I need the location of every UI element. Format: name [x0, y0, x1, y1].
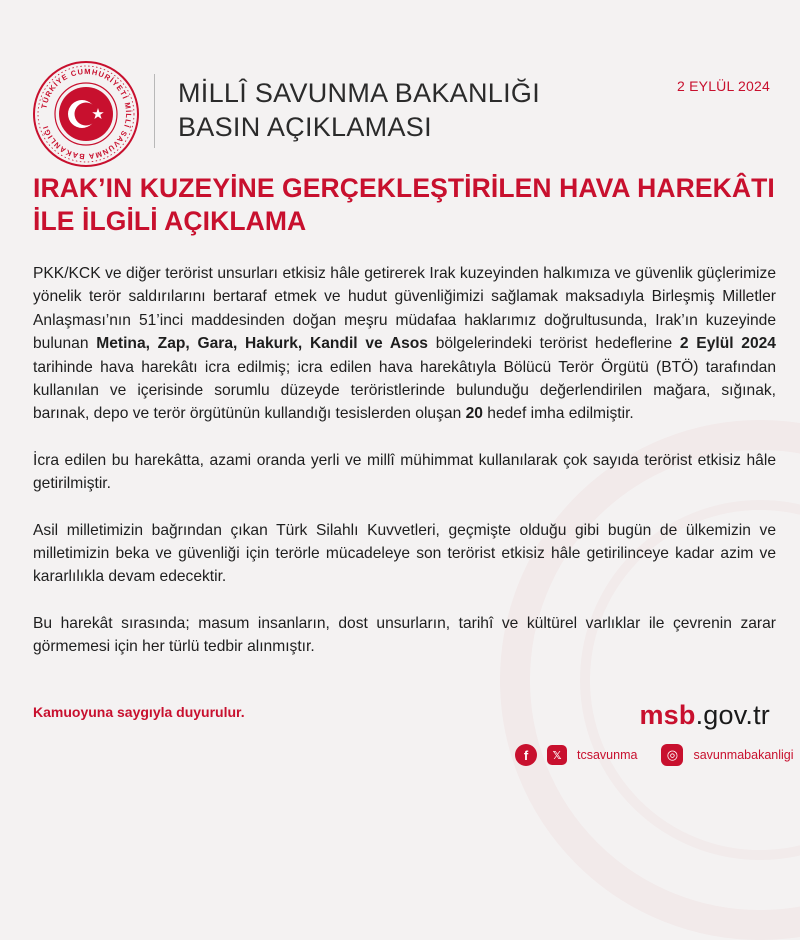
headline-line-1: IRAK’IN KUZEYİNE GERÇEKLEŞTİRİLEN HAVA HAREKÂTI [33, 173, 775, 203]
paragraph-3: Asil milletimizin bağrından çıkan Türk Silahlı Kuvvetleri, geçmişte olduğu gibi bugün de ülkemizin ve milletimizin beka ve güvenliği için terörle mücadeleye son terörist etkisiz hâle getirilinceye kadar azim ve kararlılıkla devam edecektir. [33, 521, 776, 586]
website-domain-bold: msb [639, 700, 696, 730]
paragraph-1-date: 2 Eylül 2024 [679, 335, 776, 353]
website-domain-suffix: .gov.tr [695, 700, 770, 730]
document-type: BASIN AÇIKLAMASI [178, 112, 432, 142]
headline [33, 172, 778, 238]
statement-body [33, 262, 776, 682]
paragraph-2: İcra edilen bu harekâtta, azami oranda yerli ve millî mühimmat kullanılarak çok sayıda terörist etkisiz hâle getirilmiştir. [33, 451, 776, 493]
paragraph-1-text-b: bölgelerindeki terörist hedeflerine [427, 335, 680, 353]
website-link[interactable] [639, 700, 770, 731]
ministry-seal-logo [32, 60, 140, 168]
x-handle[interactable]: tcsavunma [577, 748, 638, 762]
headline-line-2: İLE İLGİLİ AÇIKLAMA [33, 206, 307, 236]
paragraph-1-text-a: PKK/KCK ve diğer terörist unsurları etkisiz hâle getirerek Irak kuzeyinden halkımıza ve güvenlik güçlerimize yönelik terör saldırılarını bertaraf etmek ve hudut güvenliğimizi sağlamak maksadıyla Birleşmiş Milletler Anlaşması’nın 51’inci maddesinden doğan meşru müdafaa haklarımız doğrultusunda, Irak’ın kuzeyinde bulunan [33, 265, 776, 353]
instagram-icon[interactable]: ◎ [661, 744, 683, 766]
social-links [515, 742, 794, 768]
paragraph-1-target-count: 20 [465, 405, 483, 423]
paragraph-4: Bu harekât sırasında; masum insanların, dost unsurların, tarihî ve kültürel varlıklar ile çevrenin zarar görmemesi için her türlü tedbir alınmıştır. [33, 614, 776, 656]
ministry-title: MİLLÎ SAVUNMA BAKANLIĞI [178, 78, 541, 108]
paragraph-1 [33, 262, 776, 426]
release-date: 2 EYLÜL 2024 [677, 78, 770, 94]
facebook-icon[interactable]: f [515, 744, 537, 766]
paragraph-1-text-d: hedef imha edilmiştir. [482, 405, 634, 423]
instagram-handle[interactable]: savunmabakanligi [693, 748, 794, 762]
svg-text:TÜRKİYE CUMHURİYETİ MİLLÎ SAVU: TÜRKİYE CUMHURİYETİ MİLLÎ SAVUNMA BAKANLIĞI [39, 66, 134, 162]
closing-line: Kamuoyuna saygıyla duyurulur. [33, 704, 245, 720]
paragraph-1-text-c: tarihinde hava harekâtı icra edilmiş; icra edilen hava harekâtıyla Bölücü Terör Örgütü (BTÖ) tarafından kullanılan ve içerisinde sorumlu düzeyde teröristlerinde bulunduğu değerlendirilen mağara, sığınak, barınak, depo ve terör örgütünün kullandığı tesislerden oluşan [33, 358, 776, 423]
x-icon[interactable]: 𝕏 [547, 745, 567, 765]
paragraph-1-regions: Metina, Zap, Gara, Hakurk, Kandil ve Asos [96, 335, 428, 353]
header-divider [154, 74, 155, 148]
